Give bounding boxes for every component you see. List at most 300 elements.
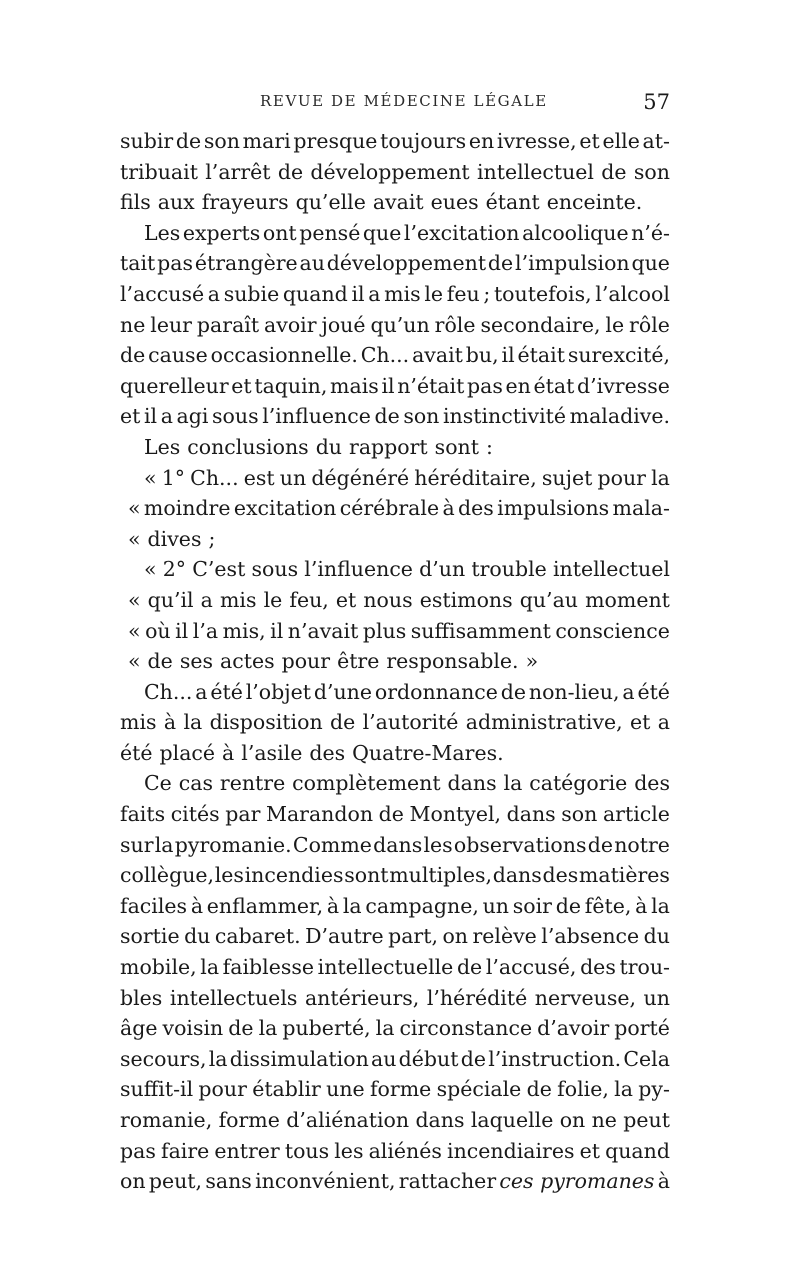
word: eues xyxy=(430,190,479,215)
word: estimons xyxy=(419,587,513,612)
word: à xyxy=(442,496,455,521)
word: secondaire, xyxy=(480,312,601,337)
word: trou- xyxy=(619,955,670,980)
word: surexcité, xyxy=(567,343,670,368)
text-line xyxy=(120,126,670,157)
word: incendies xyxy=(244,863,344,888)
text-line xyxy=(120,585,670,616)
text-line xyxy=(120,952,670,983)
word: placé xyxy=(159,740,216,765)
word: incendiaires xyxy=(447,1138,575,1163)
word: a xyxy=(195,679,208,704)
word: de xyxy=(456,955,483,980)
word: ne xyxy=(591,1108,617,1132)
word: d’une xyxy=(313,679,373,704)
text-line xyxy=(120,738,670,769)
word: étrangère xyxy=(194,251,298,276)
word: maladive. xyxy=(569,404,670,429)
text-line xyxy=(120,554,670,585)
word: moment xyxy=(585,587,670,612)
word: multiples, xyxy=(389,863,493,888)
word: Ch... xyxy=(144,679,193,704)
word: sous xyxy=(251,557,299,582)
word: l’influence xyxy=(304,557,413,582)
word: de xyxy=(460,1046,486,1071)
word: il xyxy=(270,618,284,643)
word: l’absence xyxy=(541,924,640,949)
word: pour xyxy=(597,465,646,490)
word: sur xyxy=(120,832,154,857)
word: l’influence xyxy=(262,404,371,429)
word: presque xyxy=(293,129,378,153)
word: son xyxy=(403,404,440,429)
word: la xyxy=(183,710,203,735)
word: en xyxy=(468,129,495,153)
text-line xyxy=(120,463,670,494)
word: cause xyxy=(148,343,208,368)
word: dans xyxy=(492,863,542,888)
word: l’excitation xyxy=(403,220,520,245)
page-number: 57 xyxy=(643,90,670,114)
text-line xyxy=(120,921,670,952)
word: suffisamment xyxy=(410,618,551,643)
word: ces pyromanes xyxy=(499,1169,655,1194)
word: être xyxy=(337,649,380,674)
word: cabaret. xyxy=(214,924,301,949)
word: pas xyxy=(120,1138,156,1163)
word: a xyxy=(200,587,213,612)
word: « xyxy=(144,557,157,582)
word: : xyxy=(485,434,493,459)
word: frayeurs xyxy=(201,190,289,215)
word: âge xyxy=(120,1016,158,1041)
word: a xyxy=(368,281,381,306)
word: étant xyxy=(485,190,540,215)
word: d’ivresse xyxy=(577,373,670,398)
text-line xyxy=(120,646,670,677)
word: cas xyxy=(178,771,213,796)
word: l’accusé xyxy=(120,281,205,306)
word: folie, xyxy=(557,1077,609,1102)
word: experts xyxy=(182,220,261,245)
word: sous xyxy=(212,404,259,429)
word: il xyxy=(143,404,158,429)
word: moindre xyxy=(143,496,231,521)
word: la xyxy=(651,893,670,918)
word: qu’un xyxy=(370,312,430,337)
text-line xyxy=(120,279,670,310)
word: pas xyxy=(467,373,503,398)
word: de xyxy=(587,832,613,857)
word: paraît xyxy=(196,312,260,337)
word: les xyxy=(334,1138,364,1163)
word: des xyxy=(458,496,494,521)
word: qu’il xyxy=(147,587,194,612)
word: campagne, xyxy=(365,893,479,918)
word: et xyxy=(335,587,357,612)
word: puberté, xyxy=(282,1016,371,1041)
word: ne xyxy=(120,312,146,337)
word: alcoolique xyxy=(522,220,629,245)
word: leur xyxy=(150,312,192,337)
word: qu’au xyxy=(519,587,579,612)
word: la xyxy=(154,832,174,857)
word: avoir xyxy=(264,312,317,337)
word: il xyxy=(501,343,515,368)
word: observations xyxy=(453,832,587,857)
text-line xyxy=(120,432,670,463)
word: faire xyxy=(160,1138,210,1163)
text-line xyxy=(120,401,670,432)
text-line xyxy=(120,891,670,922)
word: D’autre xyxy=(305,924,384,949)
word: à xyxy=(326,893,340,918)
word: cités xyxy=(170,802,220,827)
word: 2° xyxy=(162,557,187,582)
word: a xyxy=(160,404,173,429)
word: mari xyxy=(242,129,291,153)
text-line xyxy=(120,799,670,830)
word: querelleur xyxy=(120,373,229,398)
word: sont xyxy=(434,434,479,459)
word: « xyxy=(128,618,141,643)
word: d’avoir xyxy=(537,1016,610,1041)
word: occasionnelle. xyxy=(210,343,358,368)
word: l’objet xyxy=(245,679,311,704)
word: son xyxy=(203,129,240,153)
word: développement xyxy=(326,251,487,276)
text-line xyxy=(120,830,670,861)
word: spéciale xyxy=(436,1077,522,1102)
word: peut xyxy=(623,1108,670,1132)
word: le xyxy=(424,281,444,306)
word: la xyxy=(375,1016,395,1041)
word: Marandon xyxy=(265,802,374,827)
word: secours, xyxy=(120,1046,207,1071)
word: au xyxy=(371,1046,397,1071)
word: ont xyxy=(262,220,297,245)
word: intellectuel xyxy=(552,557,670,582)
word: rentre xyxy=(219,771,286,796)
word: qu’elle xyxy=(295,190,366,215)
word: forme xyxy=(369,1077,432,1102)
word: de xyxy=(555,893,581,918)
word: un xyxy=(279,465,307,490)
word: elle xyxy=(602,129,640,153)
word: forme xyxy=(218,1108,280,1132)
word: feu, xyxy=(289,587,329,612)
word: mis, xyxy=(222,618,266,643)
word: dans xyxy=(447,771,497,796)
word: « xyxy=(128,526,141,551)
text-line xyxy=(120,1013,670,1044)
word: fils xyxy=(120,190,151,215)
word: ; xyxy=(208,526,216,551)
word: ; xyxy=(483,281,491,306)
word: la xyxy=(200,955,220,980)
word: sans xyxy=(205,1169,252,1194)
word: héréditaire, xyxy=(414,465,537,490)
word: rôle xyxy=(434,312,476,337)
word: des xyxy=(542,863,579,888)
word: état xyxy=(533,373,575,398)
word: de xyxy=(228,1016,254,1041)
word: le xyxy=(263,587,283,612)
word: la xyxy=(651,465,670,490)
word: tous xyxy=(284,1138,330,1163)
word: voisin xyxy=(162,1016,224,1041)
word: en xyxy=(505,373,531,398)
word: à xyxy=(222,740,235,765)
word: un xyxy=(643,985,670,1010)
word: enflammer, xyxy=(206,893,324,918)
word: n’é- xyxy=(631,220,670,245)
word: des xyxy=(580,955,616,980)
word: faiblesse xyxy=(222,955,315,980)
word: rapport xyxy=(349,434,428,459)
word: responsable. xyxy=(386,649,519,674)
word: de xyxy=(378,802,404,827)
word: n’était xyxy=(397,373,465,398)
word: mais xyxy=(330,373,379,398)
word: de xyxy=(175,129,202,153)
word: avait xyxy=(412,343,463,368)
word: quand xyxy=(605,1138,670,1163)
text-line xyxy=(120,493,670,524)
word: dans xyxy=(373,832,423,857)
word: l’alcool xyxy=(595,281,670,306)
word: nerveuse, xyxy=(534,985,636,1010)
word: conclusions xyxy=(187,434,309,459)
word: de xyxy=(120,343,146,368)
word: instinctivité xyxy=(442,404,567,429)
word: de xyxy=(330,710,356,735)
word: été xyxy=(210,679,243,704)
word: dans xyxy=(506,802,556,827)
word: début xyxy=(398,1046,459,1071)
word: mis xyxy=(384,281,421,306)
word: faciles xyxy=(120,893,188,918)
word: la xyxy=(208,1046,228,1071)
word: pour xyxy=(281,649,331,674)
word: aliénés xyxy=(368,1138,442,1163)
word: dans xyxy=(415,1108,465,1132)
word: cérébrale xyxy=(339,496,440,521)
text-line xyxy=(120,248,670,279)
word: intellectuel xyxy=(476,159,594,184)
text-line xyxy=(120,371,670,402)
word: son xyxy=(561,802,598,827)
word: Comme xyxy=(292,832,372,857)
word: « xyxy=(128,496,141,521)
word: excitation xyxy=(233,496,337,521)
word: on xyxy=(442,924,468,949)
word: du xyxy=(643,924,670,949)
word: actes xyxy=(220,649,275,674)
running-head: REVUE DE MÉDECINE LÉGALE xyxy=(260,92,548,110)
text-line xyxy=(120,340,670,371)
word: matières xyxy=(578,863,670,888)
word: l’arrêt xyxy=(205,159,271,184)
text-line xyxy=(120,707,670,738)
text-line xyxy=(120,860,670,891)
word: romanie, xyxy=(120,1108,213,1132)
word: plus xyxy=(362,618,407,643)
word: de xyxy=(487,251,514,276)
word: et xyxy=(120,404,141,429)
word: complètement xyxy=(292,771,441,796)
word: établir xyxy=(252,1077,321,1102)
text-line xyxy=(120,1074,670,1105)
word: mis xyxy=(120,710,157,735)
text-line xyxy=(120,677,670,708)
text-line xyxy=(120,187,670,218)
word: développement xyxy=(310,159,470,184)
word: son xyxy=(633,159,670,184)
word: l’impulsion xyxy=(515,251,630,276)
word: et xyxy=(630,710,651,735)
word: part, xyxy=(388,924,438,949)
text-line xyxy=(120,1136,670,1167)
word: ses xyxy=(179,649,213,674)
word: pas xyxy=(157,251,193,276)
word: Les xyxy=(144,434,181,459)
word: est xyxy=(243,465,275,490)
word: « xyxy=(128,649,141,674)
word: enceinte. xyxy=(546,190,643,215)
word: que xyxy=(631,251,670,276)
word: le xyxy=(605,312,625,337)
word: à xyxy=(657,1169,670,1194)
word: été xyxy=(120,740,153,765)
word: dégénéré xyxy=(311,465,410,490)
word: mobile, xyxy=(120,955,197,980)
word: on xyxy=(120,1169,146,1194)
word: « xyxy=(128,587,141,612)
word: et xyxy=(579,1138,600,1163)
word: article xyxy=(602,802,670,827)
word: la xyxy=(258,1016,278,1041)
word: ordonnance xyxy=(374,679,498,704)
word: où xyxy=(145,618,171,643)
word: Les xyxy=(144,220,181,245)
word: à xyxy=(190,893,204,918)
word: du xyxy=(315,434,343,459)
word: catégorie xyxy=(529,771,628,796)
text-line xyxy=(120,768,670,799)
word: la xyxy=(342,893,362,918)
word: impulsions xyxy=(497,496,610,521)
word: une xyxy=(326,1077,365,1102)
word: les xyxy=(423,832,453,857)
word: bles xyxy=(120,985,163,1010)
word: rattacher xyxy=(398,1169,497,1194)
word: l’asile xyxy=(241,740,303,765)
word: at- xyxy=(642,129,670,153)
word: a xyxy=(207,281,221,306)
word: suffit-il xyxy=(120,1077,194,1102)
text-line xyxy=(120,983,670,1014)
word: la xyxy=(503,771,523,796)
word: nous xyxy=(363,587,413,612)
word: feu xyxy=(446,281,480,306)
word: du xyxy=(184,924,211,949)
word: fête, xyxy=(584,893,632,918)
word: » xyxy=(525,649,539,674)
word: C’est xyxy=(192,557,246,582)
word: n’avait xyxy=(287,618,359,643)
word: il xyxy=(351,281,365,306)
word: mala- xyxy=(612,496,670,521)
word: subir xyxy=(120,129,174,153)
word: relève xyxy=(472,924,537,949)
text-line xyxy=(120,524,670,555)
word: à xyxy=(635,893,648,918)
word: 1° xyxy=(161,465,185,490)
page-header xyxy=(120,90,670,116)
word: était xyxy=(517,343,565,368)
word: de xyxy=(526,1077,552,1102)
word: pyromanie. xyxy=(174,832,292,857)
word: les xyxy=(214,863,244,888)
word: rôle xyxy=(629,312,670,337)
body-text xyxy=(120,126,670,1197)
word: conscience xyxy=(555,618,670,643)
text-line xyxy=(120,1105,670,1136)
word: pensé xyxy=(299,220,361,245)
word: peut, xyxy=(148,1169,203,1194)
word: sujet xyxy=(541,465,593,490)
word: l’autorité xyxy=(362,710,459,735)
word: pour xyxy=(198,1077,247,1102)
word: py- xyxy=(638,1077,670,1102)
word: la xyxy=(614,1077,633,1102)
word: agi xyxy=(176,404,209,429)
word: et xyxy=(231,373,252,398)
word: ivresse, xyxy=(496,129,577,153)
word: bu, xyxy=(465,343,499,368)
word: toutefois, xyxy=(493,281,592,306)
word: non-lieu, xyxy=(528,679,620,704)
word: on xyxy=(559,1108,586,1132)
word: d’aliénation xyxy=(286,1108,410,1132)
text-line xyxy=(120,1044,670,1075)
word: l’hérédité xyxy=(426,985,528,1010)
word: de xyxy=(277,159,304,184)
word: été xyxy=(637,679,670,704)
word: soir xyxy=(512,893,552,918)
word: Ch... xyxy=(360,343,410,368)
word: dissimulation xyxy=(229,1046,369,1071)
text-line xyxy=(120,310,670,341)
word: Cela xyxy=(623,1046,670,1071)
word: d’un xyxy=(419,557,466,582)
word: l’accusé, xyxy=(485,955,577,980)
word: quand xyxy=(282,281,348,306)
word: taquin, xyxy=(254,373,328,398)
word: notre xyxy=(614,832,670,857)
word: joué xyxy=(321,312,366,337)
word: il xyxy=(381,373,395,398)
word: intellectuels xyxy=(169,985,298,1010)
text-line xyxy=(120,157,670,188)
word: laquelle xyxy=(470,1108,554,1132)
word: l’instruction. xyxy=(488,1046,622,1071)
word: à xyxy=(163,710,177,735)
text-line xyxy=(120,218,670,249)
word: dives xyxy=(147,526,202,551)
word: trouble xyxy=(471,557,547,582)
